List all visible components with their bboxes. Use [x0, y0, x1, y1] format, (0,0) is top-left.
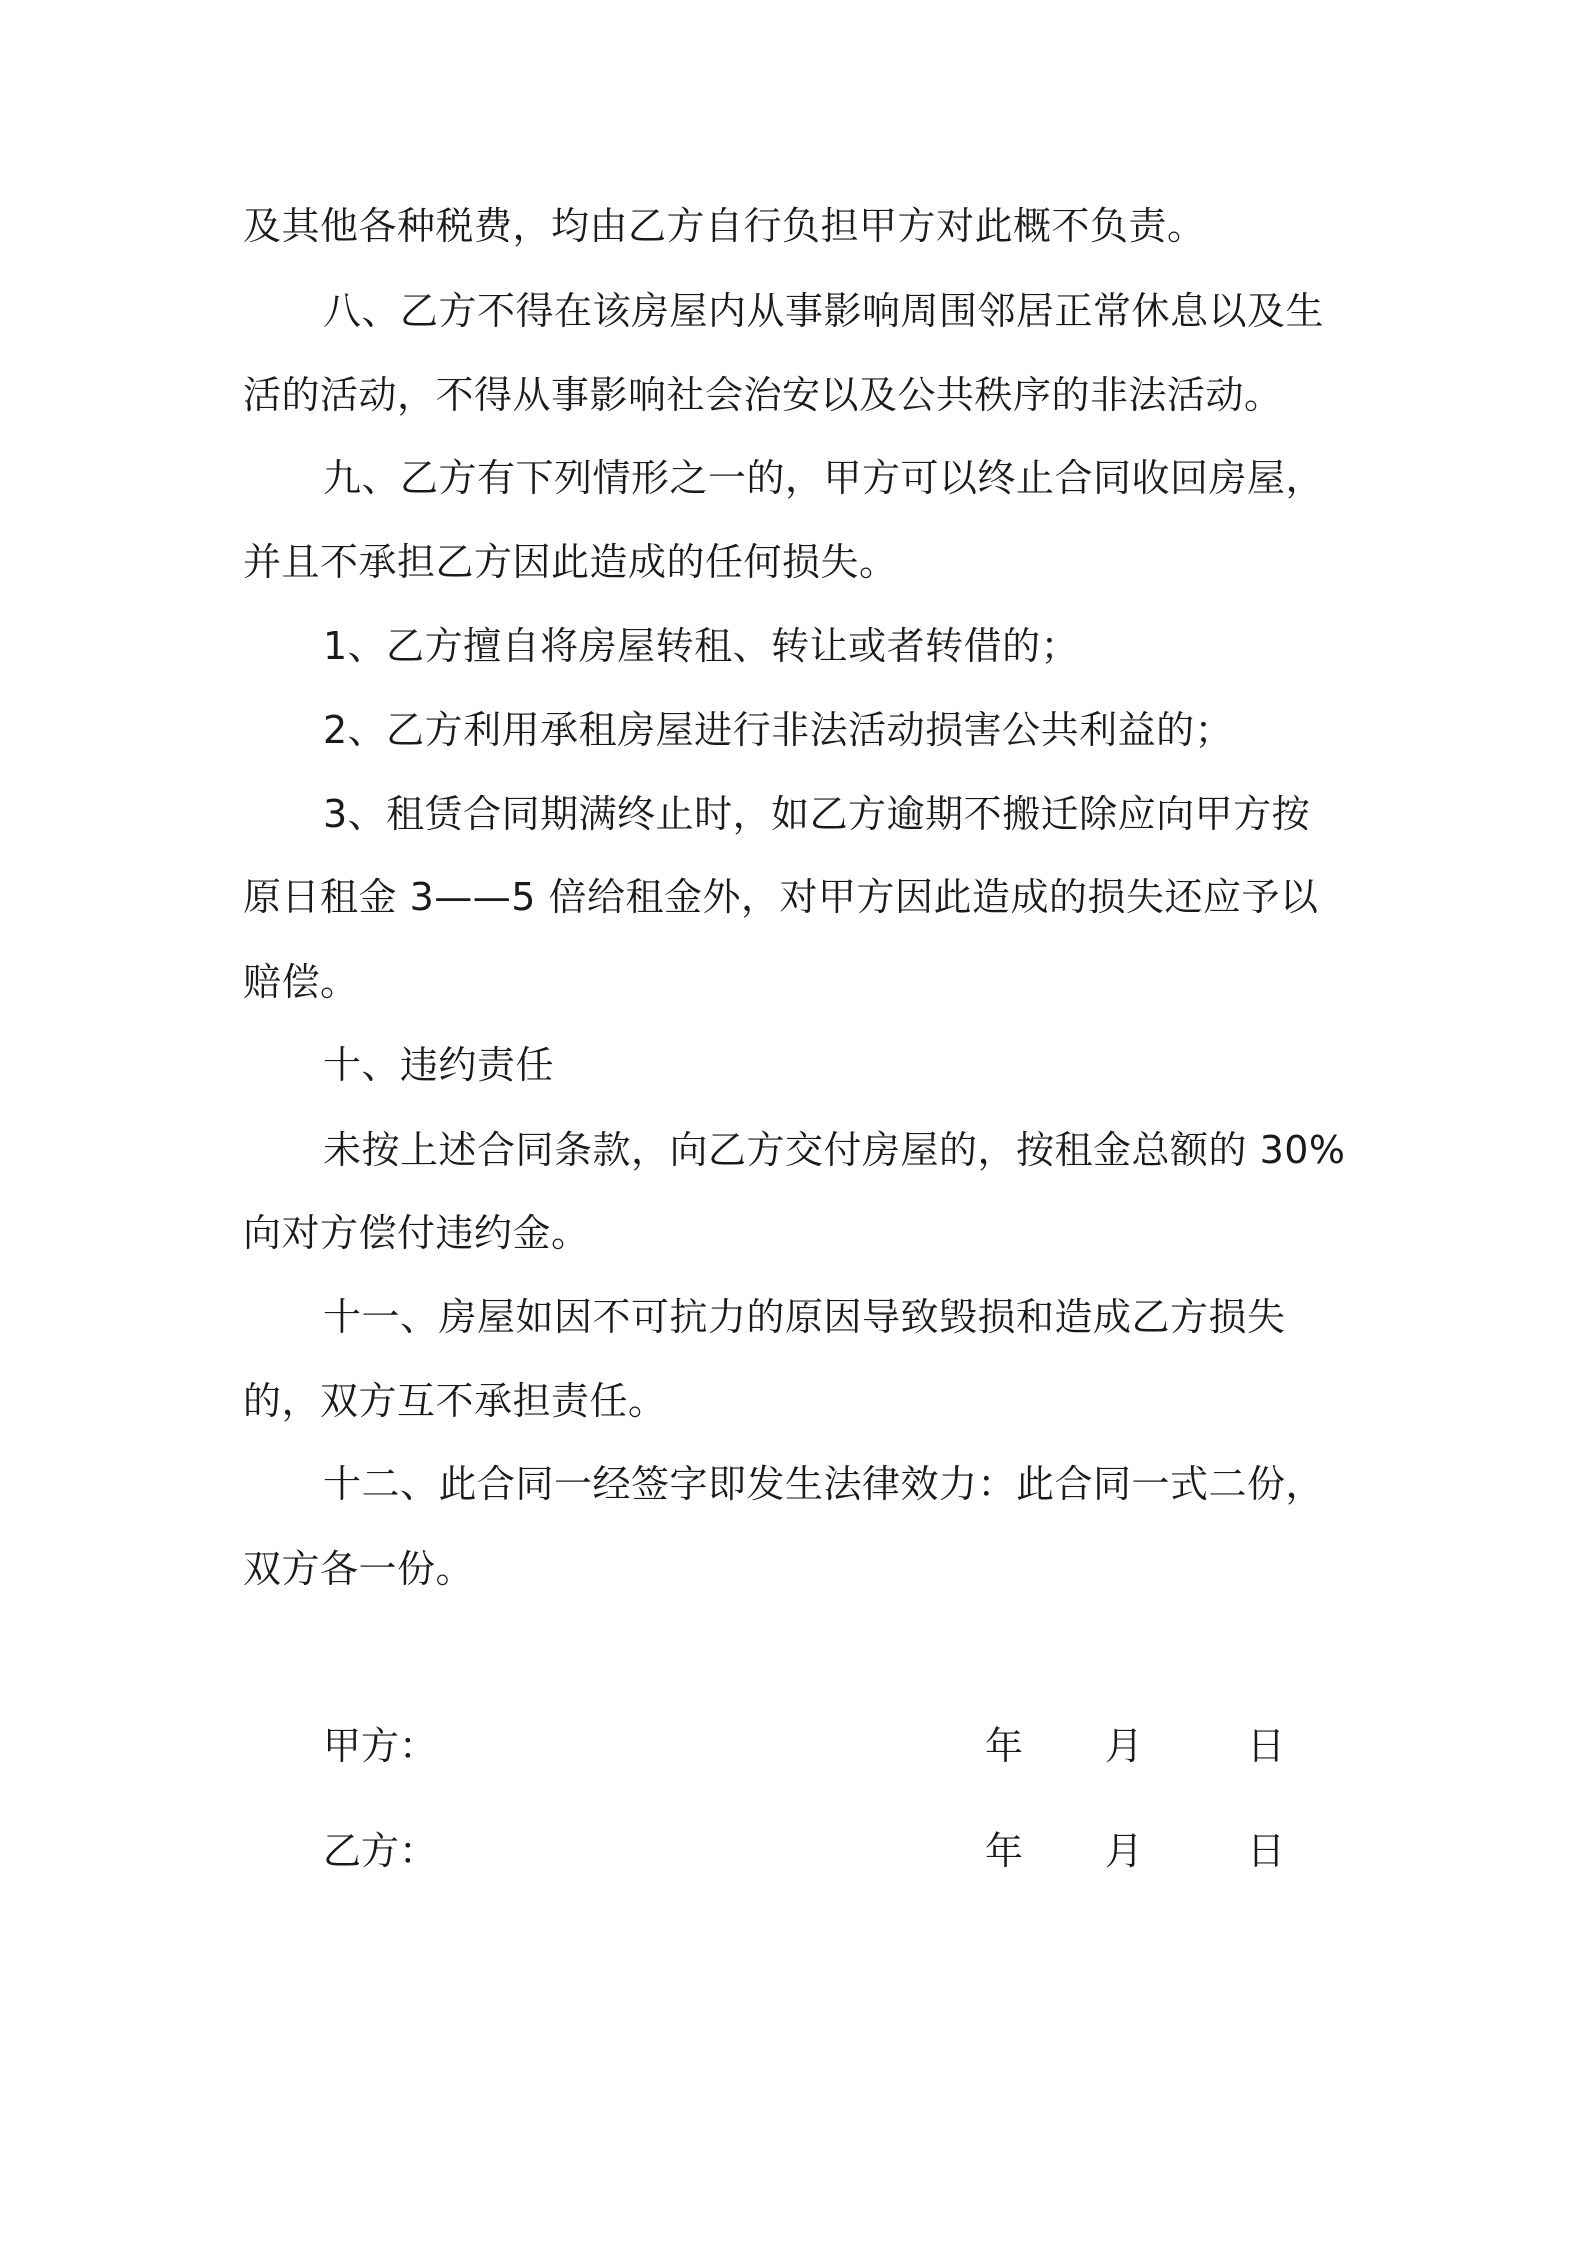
text-line-2: 八、乙方不得在该房屋内从事影响周围邻居正常休息以及生	[323, 289, 1325, 333]
party-b-month-label: 月	[1105, 1829, 1144, 1873]
text-line-15: 的，双方互不承担责任。	[243, 1379, 667, 1423]
party-a-month-label: 月	[1105, 1724, 1144, 1768]
text-line-9: 原日租金 3——5 倍给租金外，对甲方因此造成的损失还应予以	[243, 875, 1319, 919]
text-line-12: 未按上述合同条款，向乙方交付房屋的，按租金总额的 30%	[323, 1128, 1346, 1172]
party-b-day-label: 日	[1247, 1829, 1286, 1873]
text-line-11: 十、违约责任	[323, 1043, 555, 1087]
text-line-17: 双方各一份。	[243, 1547, 475, 1591]
party-a-year-label: 年	[985, 1724, 1024, 1768]
text-line-6: 1、乙方擅自将房屋转租、转让或者转借的；	[323, 624, 1080, 668]
party-a-day-label: 日	[1247, 1724, 1286, 1768]
text-line-1: 及其他各种税费，均由乙方自行负担甲方对此概不负责。	[243, 204, 1206, 248]
party-b-label: 乙方：	[323, 1829, 438, 1873]
text-line-8: 3、租赁合同期满终止时，如乙方逾期不搬迁除应向甲方按	[323, 792, 1311, 836]
text-line-16: 十二、此合同一经签字即发生法律效力：此合同一式二份，	[323, 1462, 1325, 1506]
party-a-label: 甲方：	[323, 1724, 438, 1768]
text-line-5: 并且不承担乙方因此造成的任何损失。	[243, 540, 898, 584]
text-line-13: 向对方偿付违约金。	[243, 1211, 590, 1255]
text-line-10: 赔偿。	[243, 960, 359, 1004]
text-line-4: 九、乙方有下列情形之一的，甲方可以终止合同收回房屋，	[323, 456, 1325, 500]
text-line-7: 2、乙方利用承租房屋进行非法活动损害公共利益的；	[323, 708, 1234, 752]
text-line-3: 活的活动，不得从事影响社会治安以及公共秩序的非法活动。	[243, 373, 1283, 417]
text-line-14: 十一、房屋如因不可抗力的原因导致毁损和造成乙方损失	[323, 1295, 1286, 1339]
party-b-year-label: 年	[985, 1829, 1024, 1873]
